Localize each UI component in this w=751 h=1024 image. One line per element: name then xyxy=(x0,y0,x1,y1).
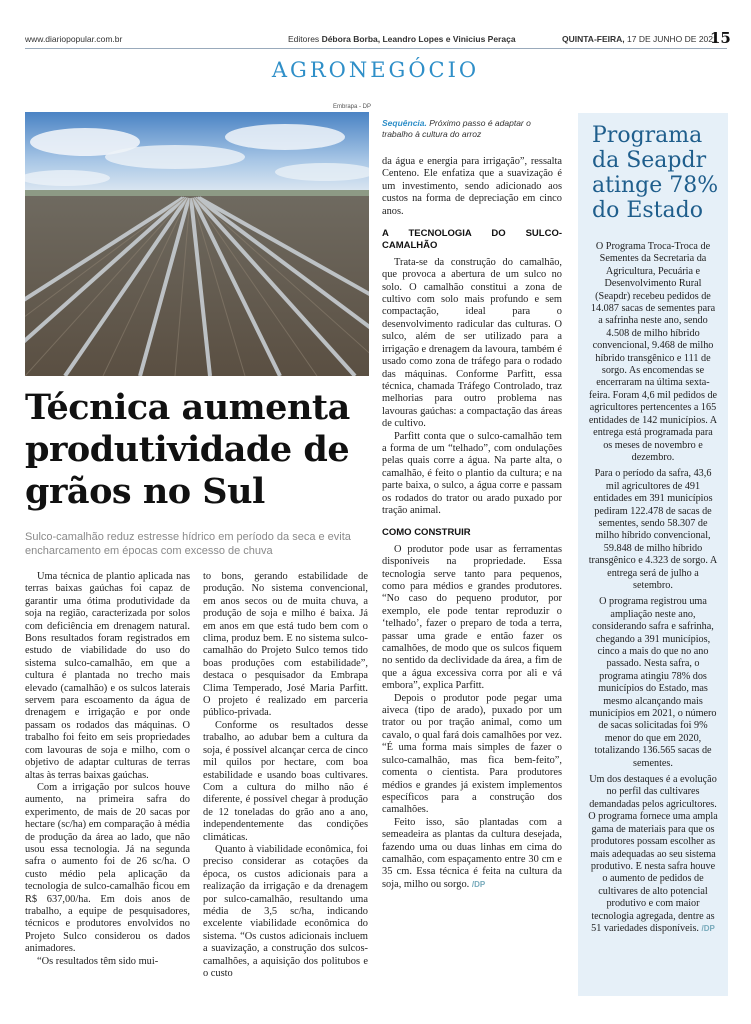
photo-caption xyxy=(382,118,562,140)
article-headline: Técnica aumenta produtividade de grãos no Sul xyxy=(25,387,350,512)
end-mark: /DP xyxy=(471,879,486,889)
sidebar-end-mark: /DP xyxy=(701,923,715,933)
article-column-3 xyxy=(382,156,562,891)
section-title: AGRONEGÓCIO xyxy=(271,58,480,82)
paragraph: Uma técnica de plantio aplicada nas terras baixas gaúchas foi capaz de garantir uma ótima produtividade da soja na região, caracterizada por solos com deficiência em drenagem natural. Bons resultados foram registrados em estudo de viabilidade do uso do sistema sulco-camalhão, em que a cultura é plantada no trecho mais elevado (camalhão) e os sulcos laterais servem para escoamento da água de drenagem e irrigação e por onde passam os rodados das máquinas. O trabalho foi feito em seis propriedades com lavouras de soja e milho, com o objetivo de adaptar culturas de terras altas às terras baixas gaúchas. xyxy=(25,571,190,781)
paragraph: Depois o produtor pode pegar uma aiveca (tipo de arado), puxado por um trator ou por tração animal, como um cavalo, o qual fará dois camalhões por vez. “É uma forma mais simples de fazer o sulco-camalhão, mas fica bem-feito”, comenta o cientista. Para produtores médios e grandes já existem implementos específicos para a construção dos camalhões. xyxy=(382,692,562,816)
sidebar-paragraph-text: Um dos destaques é a evolução no perfil das cultivares demandadas pelos agricultores. O programa fornece uma ampla gama de materiais para que os produtores possam escolher as mais adequadas ao seu sistema produtivo. E nesta safra houve o aumento de pedidos de cultivares de alto potencial produtivo e com maior tecnologia agregada, dentre as 51 variedades disponíveis. xyxy=(588,774,718,934)
paragraph: “Os resultados têm sido mui- xyxy=(37,955,159,967)
article-column-2 xyxy=(203,571,368,980)
header-rule xyxy=(25,48,727,49)
weekday: QUINTA-FEIRA, xyxy=(562,34,625,44)
paragraph: Trata-se da construção do camalhão, que provoca a abertura de um sulco no solo. O camalhão constitui a zona de cultivo com solo mais profundo e sem compactação, ideal para o desenvolvimento radicular das culturas. O sulco, além de ser utilizado para a irrigação e drenagem da lavoura, também é usado como zona de tráfego para o rodado das máquinas. Conforme Parfitt, essa técnica, chamada Tráfego Controlado, traz melhorias para outro problema nas lavouras gaúchas: a compactação das áreas de cultivo. xyxy=(382,256,562,430)
paragraph-text: Feito isso, são plantadas com a semeadeira as plantas da cultura desejada, fazendo uma ou duas linhas em cima do camalhão, com espaçamento entre 30 cm e 35 cm. Essa técnica é feita na cultura da soja, milho ou sorgo. xyxy=(382,816,562,890)
editors-label: Editores xyxy=(288,34,320,44)
editors-line xyxy=(288,34,516,44)
date: 17 DE JUNHO DE 2021 xyxy=(627,34,718,44)
sidebar-paragraph: O Programa Troca-Troca de Sementes da Secretaria da Agricultura, Pecuária e Desenvolvimento Rural (Seapdr) recebeu pedidos de 14.087 sacas de sementes para a safrinha neste ano, sendo 4.508 de milho híbrido convencional, 9.468 de milho híbrido transgênico e 111 de sorgo. As encomendas se encerraram na última sexta-feira. Foram 4,6 mil pedidos de agricultores pertencentes a 165 entidades de 142 municípios. A entrega está programada para os meses de novembro e dezembro. xyxy=(588,241,718,463)
article-column-1 xyxy=(25,571,190,968)
paragraph xyxy=(382,817,562,891)
paragraph: Parfitt conta que o sulco-camalhão tem a forma de um “telhado”, com ondulações pelas quais corre a água. Na parte alta, o camalhão, é feito o plantio da cultura; e na parte baixa, o sulco, a água corre e passam os rodados do trator ou arado puxado por tração animal. xyxy=(382,430,562,516)
paragraph: Quanto à viabilidade econômica, foi preciso considerar as cotações da época, os custos adicionais para a realização da irrigação e da drenagem por sulco-camalhão, resultando uma média de 3,5 sc/ha, indicando excelente viabilidade econômica do sistema. “Os custos adicionais incluem a suavização, a construção dos sulcos-camalhões, a aquisição dos politubos e o custo xyxy=(203,843,368,979)
sidebar-box xyxy=(578,113,728,996)
date-line xyxy=(562,34,718,44)
editors-names: Débora Borba, Leandro Lopes e Vinicius Peraça xyxy=(321,34,516,44)
article-photo xyxy=(25,112,369,376)
caption-text: Próximo passo é adaptar o trabalho à cultura do arroz xyxy=(382,118,531,139)
photo-credit: Embrapa - DP xyxy=(333,104,372,110)
site-url[interactable]: www.diariopopular.com.br xyxy=(25,34,123,44)
subhead-technology: A TECNOLOGIA DO SULCO-CAMALHÃO xyxy=(382,228,562,252)
sidebar-paragraph: Para o período da safra, 43,6 mil agricultores de 491 entidades em 391 municípios pediram 122.478 de sacas de sementes, sendo 58.307 de milho híbrido convencional, 59.848 de milho híbrido transgênico e 4.323 de sorgo. A entrega será de julho a setembro. xyxy=(588,468,718,591)
caption-lead: Sequência. xyxy=(382,118,427,128)
sidebar-title: Programa da Seapdr atinge 78% do Estado xyxy=(592,123,719,223)
sidebar-body xyxy=(588,241,718,939)
paragraph: Conforme os resultados desse trabalho, ao adubar bem a cultura da soja, é possível alcançar cerca de cinco mil quilos por hectare, com boa estabilidade e usando boas cultivares. Com a cultura do milho não é diferente, é possível chegar à produção de 12 toneladas do grão ano a ano, independentemente das condições climáticas. xyxy=(203,719,368,843)
sidebar-paragraph xyxy=(588,774,718,935)
paragraph: O produtor pode usar as ferramentas disponíveis na propriedade. Essa tecnologia serve tanto para pequenos, como para médios e grandes produtores. “No caso do pequeno produtor, por exemplo, ele pode tentar reproduzir o ‘telhado’, fazer o preparo de toda a terra, passar uma grade e então fazer os camalhões, de modo que os sulcos fiquem no sentido da declividade da área, a fim de que a água excessiva corra por ali e vá embora”, explica Parfitt. xyxy=(382,543,562,692)
paragraph: Com a irrigação por sulcos houve aumento, na primeira safra do experimento, de mais de 20 sacas por hectare (sc/ha) em comparação à média de produção da área ao lado, que não usou essa tecnologia. Já na segunda safra o aumento foi de 26 sc/ha. O custo médio pela aplicação da tecnologia de sulco-camalhão ficou em R$ 637,00/ha. Em dois anos de trabalho, a equipe de pesquisadores, técnicos e produtores envolvidos no Projeto Sulco considerou os dados animadores. xyxy=(25,781,190,955)
paragraph: da água e energia para irrigação”, ressalta Centeno. Ele enfatiza que a suavização é um investimento, sendo adicionado aos custos na forma de depreciação em cinco anos. xyxy=(382,156,562,217)
article-deck: Sulco-camalhão reduz estresse hídrico em período da seca e evita encharcamento em épocas com excesso de chuva xyxy=(25,531,351,557)
page-number: 15 xyxy=(710,29,731,47)
subhead-how-to-build: COMO CONSTRUIR xyxy=(382,527,471,539)
paragraph: to bons, gerando estabilidade de produção. No sistema convencional, em anos secos ou de muita chuva, a produção de soja e milho é baixa. Já em anos em que está tudo bem com o clima, produz bem. E no sistema sulco-camalhão do Projeto Sulco temos tido boas produções com estabilidade”, destaca o pesquisador da Embrapa Clima Temperado, José Maria Parfitt. O projeto é realizado em parceria público-privada. xyxy=(203,571,368,719)
sidebar-paragraph: O programa registrou uma ampliação neste ano, considerando safra e safrinha, chegando a 391 municípios, cinco a mais do que no ano passado. Nesta safra, o programa atingiu 78% dos municípios do Estado, mas mesmo alcançando mais municípios em 2021, o número de sacas solicitadas foi 9% menor do que em 2020, totalizando 136.565 sacas de sementes. xyxy=(589,596,717,769)
